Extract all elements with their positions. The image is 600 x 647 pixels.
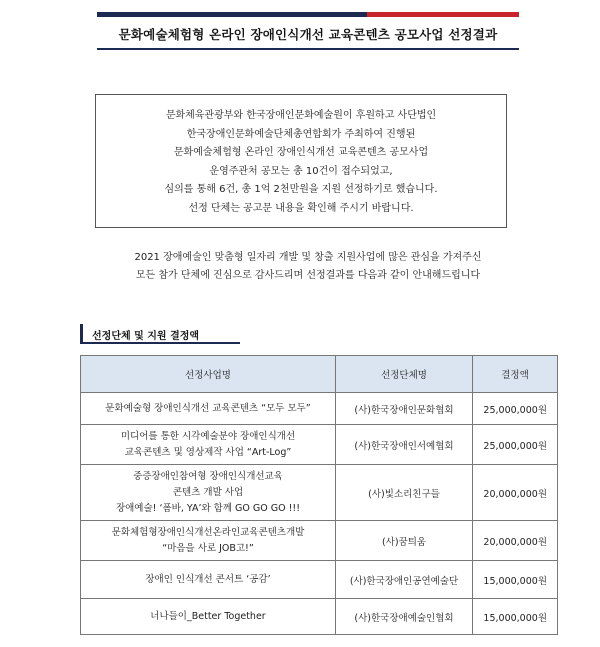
results-table (80, 355, 558, 635)
table-row (81, 599, 558, 635)
project-cell (81, 425, 336, 465)
project-line: 교육콘텐츠 및 영상제작 사업 “Art-Log” (124, 446, 292, 458)
intro-line: 2021 장애예술인 맞춤형 일자리 개발 및 창출 지원사업에 많은 관심을 가져주신 (134, 252, 482, 263)
project-cell (81, 465, 336, 521)
org-cell: (사)한국장애예술인협회 (336, 599, 473, 635)
header-organization: 선정단체명 (336, 356, 473, 393)
project-line: “마음을 사로 JOB고!” (162, 542, 254, 554)
table-row (81, 561, 558, 599)
amount-cell: 20,000,000원 (473, 465, 558, 521)
project-line: 콘텐츠 개발 사업 (172, 486, 244, 498)
project-cell (81, 561, 336, 599)
title-top-stripe (97, 12, 519, 17)
section-heading-text: 선정단체 및 지원 결정액 (92, 331, 200, 342)
heading-accent (80, 324, 83, 344)
org-cell: (사)한국장애인서예협회 (336, 425, 473, 465)
project-line: 문화체험형장애인식개선온라인교육콘텐츠개발 (111, 526, 305, 538)
title-banner (97, 12, 519, 50)
heading-underline (80, 342, 240, 344)
notice-line: 문화체육관광부와 한국장애인문화예술원이 후원하고 사단법인 (165, 110, 437, 121)
notice-box (95, 94, 507, 228)
table-row (81, 465, 558, 521)
project-line: 중증장애인참여형 장애인식개선교육 (133, 470, 283, 482)
notice-line: 선정 단체는 공고문 내용을 확인해 주시기 바랍니다. (188, 202, 414, 214)
header-amount: 결정액 (473, 356, 558, 393)
amount-cell: 20,000,000원 (473, 521, 558, 561)
amount-cell: 15,000,000원 (473, 599, 558, 635)
table-header-row (81, 356, 558, 393)
notice-line: 운영주관처 공모는 총 10건이 접수되었고, (209, 165, 393, 177)
notice-line: 문화예술체험형 온라인 장애인식개선 교육콘텐츠 공모사업 (173, 147, 429, 159)
intro-line: 모든 참가 단체에 진심으로 감사드리며 선정결과를 다음과 같이 안내해드립니다 (135, 270, 481, 281)
title-bottom-stripe (97, 48, 519, 50)
page-title: 문화예술체험형 온라인 장애인식개선 교육콘텐츠 공모사업 선정결과 (118, 27, 498, 42)
stripe-navy (97, 12, 367, 17)
amount-cell: 25,000,000원 (473, 393, 558, 425)
project-line: 너나들이_Better Together (150, 610, 266, 622)
org-cell: (사)한국장애인공연예술단 (336, 561, 473, 599)
org-cell: (사)한국장애인문화협회 (336, 393, 473, 425)
org-cell: (사)빛소리친구들 (336, 465, 473, 521)
amount-cell: 15,000,000원 (473, 561, 558, 599)
section-heading (80, 324, 240, 344)
project-cell (81, 599, 336, 635)
project-cell (81, 393, 336, 425)
header-project: 선정사업명 (81, 356, 336, 393)
table-row (81, 425, 558, 465)
notice-line: 한국장애인문화예술단체총연합회가 주최하여 진행된 (186, 128, 416, 140)
intro-paragraph (98, 249, 518, 285)
table-row (81, 393, 558, 425)
project-line: 장애예술! ‘폼바, YA’와 함께 GO GO GO !!! (115, 502, 301, 514)
project-cell (81, 521, 336, 561)
project-line: 문화예술형 장애인식개선 교육콘텐츠 “모두 모두” (105, 402, 311, 414)
org-cell: (사)꿈틔움 (336, 521, 473, 561)
project-line: 미디어를 통한 시각예술분야 장애인식개선 (120, 430, 296, 442)
amount-cell: 25,000,000원 (473, 425, 558, 465)
table-row (81, 521, 558, 561)
project-line: 장애인 인식개선 콘서트 ‘공감’ (145, 573, 271, 585)
stripe-red (367, 12, 519, 17)
notice-line: 심의를 통해 6건, 총 1억 2천만원을 지원 선정하기로 했습니다. (164, 184, 438, 196)
